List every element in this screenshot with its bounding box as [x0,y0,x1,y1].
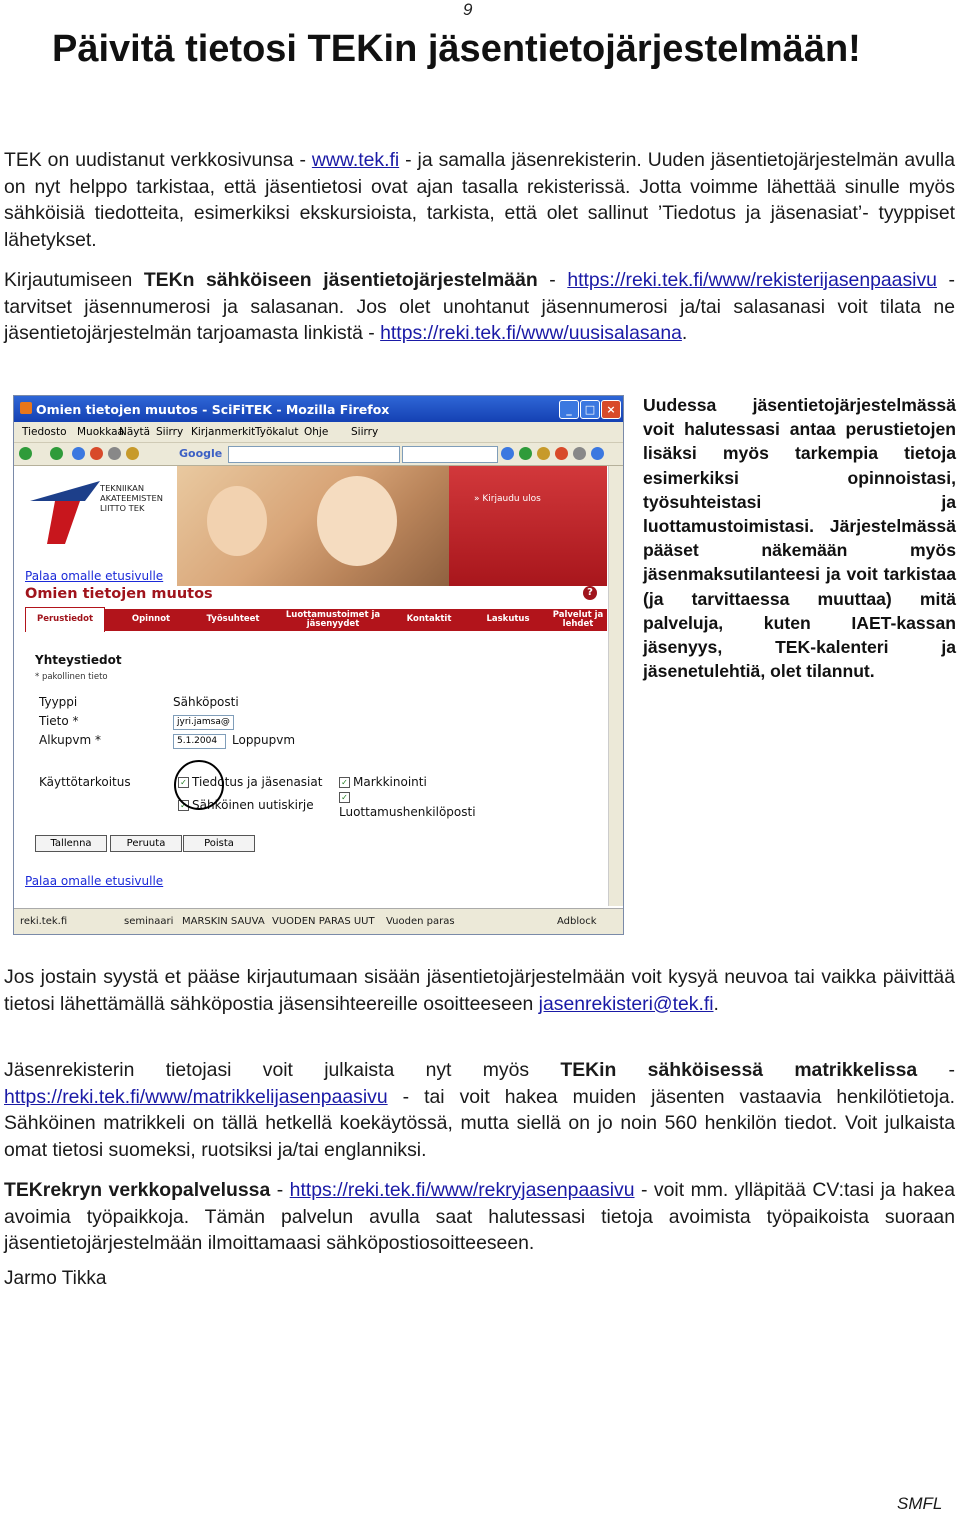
page-number: 9 [463,0,473,19]
web-page [17,466,607,906]
tab-palvelut[interactable]: Palvelut ja lehdet [552,609,604,629]
page-title: Päivitä tietosi TEKin jäsentietojärjestelmään! [52,28,861,70]
firefox-icon [20,402,32,414]
scrollbar[interactable] [608,466,623,906]
help-icon[interactable]: ? [583,586,597,600]
menu-bar [14,422,623,443]
toolbar-icon[interactable] [501,447,514,460]
checkbox-uutiskirje[interactable]: ✓ [178,800,189,811]
google-logo: Google [179,447,223,460]
navigation-toolbar [14,443,623,466]
status-item: reki.tek.fi [20,916,68,927]
contact-paragraph: Jos jostain syystä et pääse kirjautumaan sisään jäsentietojärjestelmään voit kysyä neuvoa tai vaikka päivittää tietosi lähettämällä sähköpostia jäsensihteereille osoitteeseen jasenrekisteri@tek.fi. [4,966,955,1015]
stop-icon[interactable] [90,447,103,460]
menu-item[interactable]: Kirjanmerkit [191,426,256,438]
maximize-icon[interactable]: □ [580,400,600,419]
toolbar-icon[interactable] [537,447,550,460]
uusi-salasana-link[interactable]: https://reki.tek.fi/www/uusisalasana [380,322,682,345]
menu-item[interactable]: Siirry [351,426,379,438]
tek-website-link[interactable]: www.tek.fi [311,149,400,171]
checkbox-label: Luottamushenkilöposti [339,805,476,819]
forward-icon[interactable] [50,447,63,460]
author-signature: Jarmo Tikka [4,1268,107,1289]
toolbar-icon[interactable] [573,447,586,460]
tab-kontaktit[interactable]: Kontaktit [406,614,452,625]
checkbox-markkinointi[interactable]: ✓ [339,777,350,788]
browser-screenshot [13,395,624,935]
close-icon[interactable]: × [601,400,621,419]
home-link[interactable]: Palaa omalle etusivulle [25,569,164,583]
tab-opinnot[interactable]: Opinnot [131,614,171,625]
email-link[interactable]: jasenrekisteri@tek.fi [538,992,714,1015]
matrikkeli-link[interactable]: https://reki.tek.fi/www/matrikkelijasenpaasivu [4,1085,388,1108]
google-search-box[interactable] [402,446,498,463]
label-kayttotarkoitus: Käyttötarkoitus [39,775,131,789]
menu-item[interactable]: Muokkaa [77,426,124,438]
delete-button[interactable]: Poista [183,835,255,852]
matrikkeli-paragraph: Jäsenrekisterin tietojasi voit julkaista nyt myös TEKin sähköisessä matrikkelissa - https://reki.tek.fi/www/matrikkelijasenpaasivu - tai voit hakea muiden jäsenten vastaavia henkilötietoja. Sähköinen matrikkeli on tällä hetkellä koekäytössä, mutta siellä on jo noin 560 henkilön tiedot. Voit julkaista omat tietosi suomeksi, ruotsiksi ja/tai englanniksi. [4,1059,955,1161]
footer-label: SMFL [897,1494,943,1513]
tab-perustiedot[interactable]: Perustiedot [25,607,105,632]
save-button[interactable]: Tallenna [35,835,107,852]
menu-item[interactable]: Tiedosto [22,426,67,438]
reload-icon[interactable] [72,447,85,460]
banner-photo [177,466,449,586]
menu-item[interactable]: Ohje [304,426,329,438]
sidebar-paragraph: Uudessa jäsentietojärjestelmässä voit halutessasi antaa perustietojen lisäksi myös tarkempia tietoja esimerkiksi opinnoistasi, työsuhteistasi ja luottamustoimistasi. Järjestelmässä pääset näkemään myös jäsenmaksutilanteesi ja voit tarkistaa (ja tarvittaessa muuttaa) mitä palveluja, kuten IAET-kassan jäsenyys, TEK-kalenteri ja jäsenetulehtiä, olet tilannut. [643,395,956,682]
home-icon[interactable] [108,447,121,460]
tab-luottamustoimet[interactable]: Luottamustoimet ja jäsenyydet [285,609,381,629]
tab-bar [25,609,607,631]
minimize-icon[interactable]: _ [559,400,579,419]
section-heading: Yhteystiedot [35,653,122,667]
tek-logo [25,476,105,546]
checkbox-label: Sähköinen uutiskirje [192,798,314,812]
toolbar-icon[interactable] [555,447,568,460]
checkbox-luottamushenkiloposti[interactable]: ✓ [339,792,350,803]
checkbox-label: Markkinointi [353,775,427,789]
logout-link[interactable]: » Kirjaudu ulos [474,494,541,504]
email-field[interactable]: jyri.jamsa@ [173,715,234,730]
start-date-field[interactable]: 5.1.2004 [173,734,226,749]
banner-box [449,466,607,586]
cancel-button[interactable]: Peruuta [110,835,182,852]
checkbox-tiedotus[interactable]: ✓ [178,777,189,788]
status-item: seminaari [124,916,174,927]
tab-laskutus[interactable]: Laskutus [486,614,530,625]
form-title: Omien tietojen muutos [25,586,213,602]
rekisteri-link[interactable]: https://reki.tek.fi/www/rekisterijasenpaasivu [567,269,937,291]
status-item: MARSKIN SAUVA [182,916,265,927]
toolbar-icon[interactable] [591,447,604,460]
toolbar-icon[interactable] [519,447,532,460]
back-icon[interactable] [19,447,32,460]
logo-text: TEKNIIKAN AKATEEMISTEN LIITTO TEK [100,483,163,513]
highlight-circle [174,760,224,810]
rekry-paragraph: TEKrekryn verkkopalvelussa - https://reki.tek.fi/www/rekryjasenpaasivu - voit mm. ylläpitää CV:tasi ja hakea avoimia työpaikkoja. Tämän palvelun avulla saat halutessasi tietoja avoimista työpaikoista suoraan jäsentietojärjestelmään ilmoittamaasi sähköpostiosoitteeseen. [4,1179,955,1255]
label-tieto: Tieto * [39,714,79,728]
window-title: Omien tietojen muutos - SciFiTEK - Mozilla Firefox [36,402,390,417]
address-bar[interactable] [228,446,400,463]
label-loppupvm: Loppupvm [232,733,296,747]
status-item: VUODEN PARAS UUT [272,916,375,927]
status-item: Adblock [557,916,597,927]
value-tyyppi: Sähköposti [173,695,239,709]
menu-item[interactable]: Siirry [156,426,184,438]
tab-tyosuhteet[interactable]: Työsuhteet [206,614,260,625]
intro-paragraph: TEK on uudistanut verkkosivunsa - www.tek.fi - ja samalla jäsenrekisterin. Uuden jäsentietojärjestelmän avulla on nyt helppo tarkistaa, että jäsentietosi ovat ajan tasalla rekisterissä. Jotta voimme lähettää sinulle myös sähköisiä tiedotteita, esimerkiksi ekskursioista, tarkista, että olet sallinut ’Tiedotus ja jäsenasiat’- tyyppiset lähetykset. [4,149,955,251]
window-titlebar [14,396,623,422]
required-note: * pakollinen tieto [35,672,108,682]
rekry-link[interactable]: https://reki.tek.fi/www/rekryjasenpaasivu [289,1179,635,1201]
home-link-bottom[interactable]: Palaa omalle etusivulle [25,874,164,888]
checkbox-label: Tiedotus ja jäsenasiat [192,775,323,789]
menu-item[interactable]: Työkalut [255,426,299,438]
status-bar [14,908,623,935]
label-tyyppi: Tyyppi [39,695,78,709]
login-paragraph: Kirjautumiseen TEKn sähköiseen jäsentietojärjestelmään - https://reki.tek.fi/www/rekisterijasenpaasivu - tarvitset jäsennumerosi ja salasanan. Jos olet unohtanut jäsennumerosi ja/tai salasanasi voit tilata ne jäsentietojärjestelmän tarjoamasta linkistä - https://reki.tek.fi/www/uusisalasana. [4,269,955,345]
label-alkupvm: Alkupvm * [39,733,101,747]
status-item: Vuoden paras [386,916,455,927]
menu-item[interactable]: Näytä [119,426,151,438]
bookmark-icon[interactable] [126,447,139,460]
